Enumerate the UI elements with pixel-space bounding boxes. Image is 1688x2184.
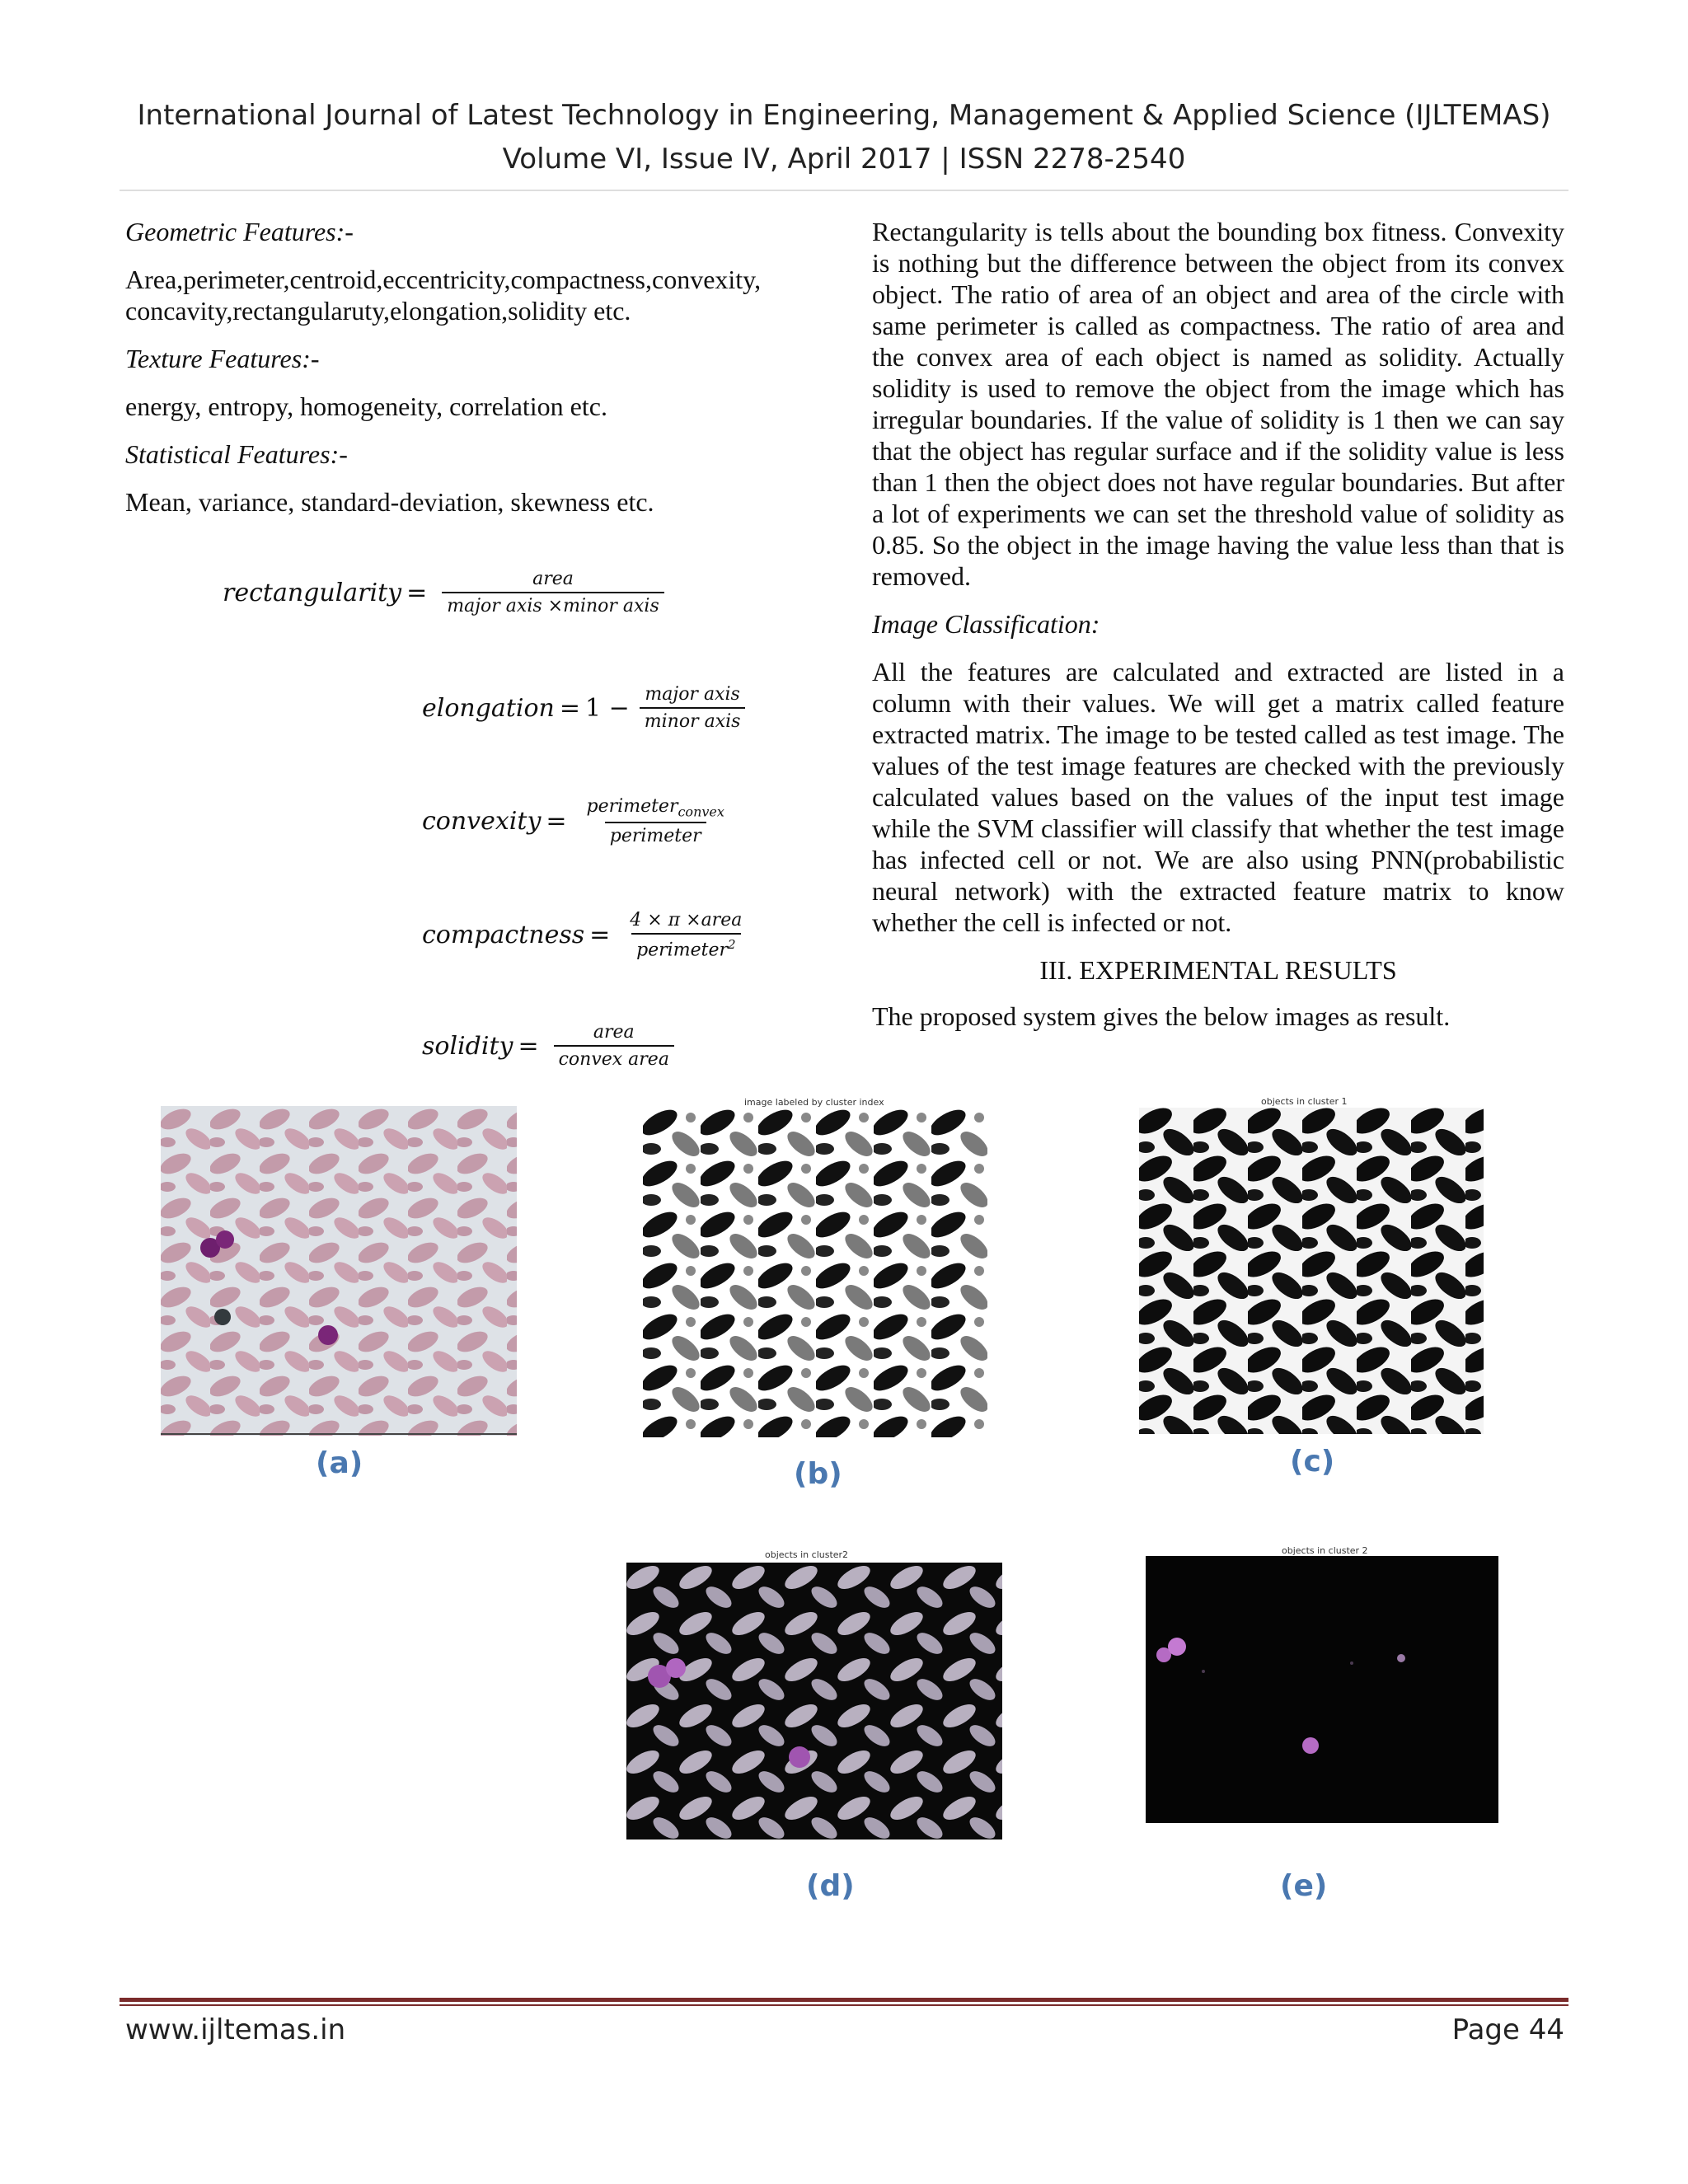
compactness-denominator: perimeter$^2$ (631, 933, 740, 960)
rectangularity-equation (223, 569, 664, 616)
rectangularity-numerator: area (532, 569, 574, 589)
compactness-equation (422, 910, 747, 960)
convexity-numerator: perimeter$_{convex}$ (586, 796, 724, 820)
rectangularity-lhs: rectangularity (223, 578, 402, 607)
left-column (125, 216, 799, 534)
equals-sign: = (589, 921, 611, 950)
footer-divider-thick (120, 1998, 1568, 2002)
figure-e-title: objects in cluster 2 (1282, 1545, 1368, 1556)
section-heading: III. EXPERIMENTAL RESULTS (1039, 955, 1397, 985)
rectangularity-fraction (442, 569, 664, 616)
caption-a: (a) (316, 1446, 363, 1480)
caption-c: (c) (1290, 1445, 1335, 1479)
statistical-features-heading: Statistical Features:- (125, 439, 348, 469)
texture-features-text: energy, entropy, homogeneity, correlation etc. (125, 391, 607, 421)
statistical-features-text: Mean, variance, standard-deviation, skewness etc. (125, 487, 654, 517)
caption-b: (b) (794, 1457, 842, 1491)
elongation-lhs: elongation (422, 693, 555, 723)
compactness-numerator: 4 × π ×area (630, 910, 743, 930)
elongation-denominator: minor axis (640, 707, 746, 732)
journal-issue: Volume VI, Issue IV, April 2017 | ISSN 2278-2540 (502, 143, 1186, 176)
geometric-features-text: Area,perimeter,centroid,eccentricity,compactness,convexity, concavity,rectangularuty,elongation,solidity etc. (125, 265, 762, 326)
equals-sign: = (518, 1031, 539, 1061)
figure-b-title: image labeled by cluster index (744, 1097, 884, 1108)
footer-divider-thin (120, 2004, 1568, 2006)
figure-c-cluster-1 (1139, 1108, 1484, 1434)
image-classification-heading: Image Classification: (872, 609, 1100, 639)
journal-title: International Journal of Latest Technology in Engineering, Management & Applied Science (IJLTEMAS) (137, 99, 1551, 132)
texture-features-heading: Texture Features:- (125, 344, 320, 373)
figure-d-cluster-2 (626, 1563, 1002, 1840)
convexity-equation (422, 796, 729, 846)
convexity-fraction (582, 796, 729, 846)
convexity-denominator: perimeter (605, 822, 706, 846)
header-divider (120, 190, 1568, 191)
elongation-equation (422, 684, 745, 732)
convexity-lhs: convexity (422, 807, 542, 837)
elongation-constant: 1 − (585, 693, 630, 723)
solidity-numerator: area (593, 1022, 635, 1043)
figure-b-cluster-labels (643, 1108, 987, 1437)
equals-sign: = (546, 807, 567, 837)
figure-c-title: objects in cluster 1 (1261, 1096, 1348, 1107)
equals-sign: = (406, 578, 428, 607)
rectangularity-denominator: major axis ×minor axis (442, 592, 664, 616)
figure-a-blood-smear (161, 1106, 517, 1436)
compactness-lhs: compactness (422, 921, 585, 950)
compactness-fraction (625, 910, 747, 960)
figure-d-title: objects in cluster2 (765, 1549, 849, 1560)
caption-d: (d) (806, 1869, 855, 1903)
footer-website-link[interactable]: www.ijltemas.in (125, 2013, 346, 2046)
solidity-equation (422, 1022, 674, 1070)
geometric-features-heading: Geometric Features:- (125, 217, 354, 246)
results-intro: The proposed system gives the below images as result. (872, 1001, 1451, 1031)
figure-e-infected-cells (1146, 1556, 1498, 1823)
right-column (872, 216, 1564, 1048)
solidity-lhs: solidity (422, 1031, 513, 1061)
classification-paragraph: All the features are calculated and extracted are listed in a column with their values. We will get a matrix called feature extracted matrix. The image to be tested called as test image. The values of the test image features are checked with the previously calculated values based on the values of the input test image while the SVM classifier will classify that whether the test image has infected cell or not. We are also using PNN(probabilistic neural network) with the extracted feature matrix to know whether the cell is infected or not. (872, 657, 1564, 937)
equals-sign: = (559, 693, 580, 723)
solidity-fraction (554, 1022, 674, 1070)
rectangularity-paragraph: Rectangularity is tells about the bounding box fitness. Convexity is nothing but the difference between the object from its convex object. The ratio of area of an object and area of the circle with same perimeter is called as compactness. The ratio of area and the convex area of each object is named as solidity. Actually solidity is used to remove the object from the image which has irregular boundaries. If the value of solidity is 1 then we can say that the object has regular surface and if the solidity value is less than 1 then the object does not have regular boundaries. But after a lot of experiments we can set the threshold value of solidity as 0.85. So the object in the image having the value less than that is removed. (872, 217, 1564, 591)
elongation-numerator: major axis (645, 684, 740, 705)
elongation-fraction (640, 684, 746, 732)
solidity-denominator: convex area (554, 1045, 674, 1070)
caption-e: (e) (1280, 1869, 1328, 1903)
footer-page-number: Page 44 (1451, 2013, 1564, 2046)
